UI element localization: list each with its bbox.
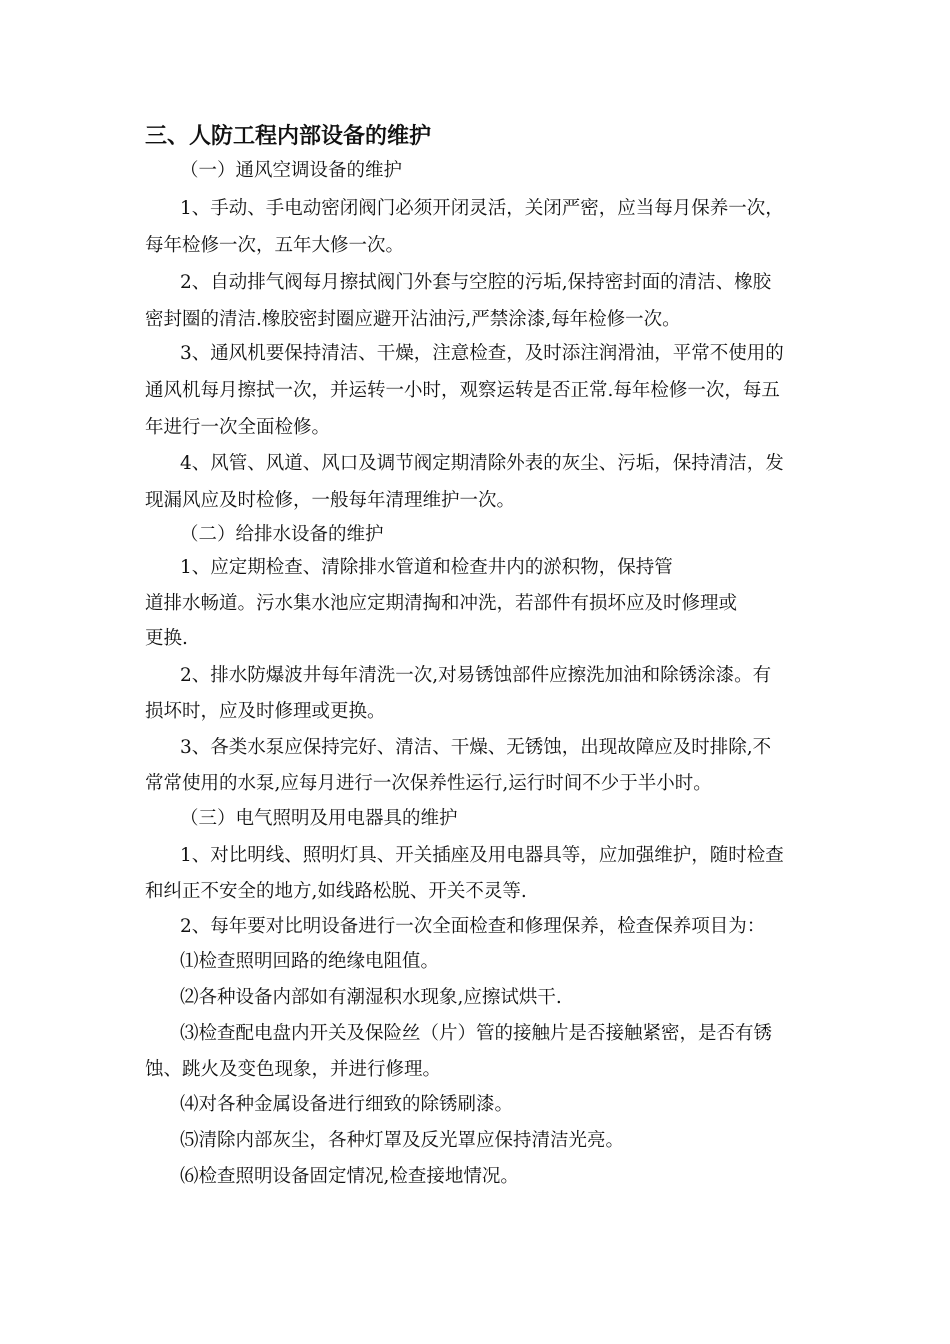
paragraph-line: 和纠正不安全的地方,如线路松脱、开关不灵等. (145, 881, 527, 902)
paragraph-line: 密封圈的清洁.橡胶密封圈应避开沾油污,严禁涂漆,每年检修一次。 (145, 309, 681, 330)
paragraph-line: 每年检修一次，五年大修一次。 (145, 235, 405, 256)
paragraph-line: 通风机每月擦拭一次，并运转一小时，观察运转是否正常.每年检修一次，每五 (145, 380, 780, 401)
paragraph-line: 2、每年要对比明设备进行一次全面检查和修理保养，检查保养项目为： (180, 916, 766, 937)
paragraph-line: 3、各类水泵应保持完好、清洁、干燥、无锈蚀，出现故障应及时排除,不 (180, 737, 772, 758)
paragraph-line: 3、通风机要保持清洁、干燥，注意检查，及时添注润滑油，平常不使用的 (180, 343, 784, 364)
section-heading: （二）给排水设备的维护 (180, 524, 384, 545)
paragraph-line: 现漏风应及时检修，一般每年清理维护一次。 (145, 490, 516, 511)
list-item: ⑷对各种金属设备进行细致的除锈刷漆。 (180, 1094, 514, 1115)
paragraph-line: 1、对比明线、照明灯具、开关插座及用电器具等，应加强维护，随时检查 (180, 845, 784, 866)
list-item: ⑹检查照明设备固定情况,检查接地情况。 (180, 1166, 519, 1187)
paragraph-line: 1、手动、手电动密闭阀门必须开闭灵活，关闭严密，应当每月保养一次， (180, 198, 784, 219)
paragraph-line: 年进行一次全面检修。 (145, 417, 331, 438)
list-item: ⑶检查配电盘内开关及保险丝（片）管的接触片是否接触紧密，是否有锈 (180, 1023, 773, 1044)
paragraph-line: 1、应定期检查、清除排水管道和检查井内的淤积物，保持管 (180, 557, 673, 578)
list-item: ⑵各种设备内部如有潮湿积水现象,应擦试烘干. (180, 987, 562, 1008)
section-heading: （一）通风空调设备的维护 (180, 160, 403, 181)
paragraph-line: 2、自动排气阀每月擦拭阀门外套与空腔的污垢,保持密封面的清洁、橡胶 (180, 272, 772, 293)
section-heading: （三）电气照明及用电器具的维护 (180, 808, 458, 829)
paragraph-line: 2、排水防爆波井每年清洗一次,对易锈蚀部件应擦洗加油和除锈涂漆。有 (180, 665, 772, 686)
page-title: 三、人防工程内部设备的维护 (145, 123, 432, 149)
paragraph-line: 损坏时，应及时修理或更换。 (145, 701, 386, 722)
list-item: ⑴检查照明回路的绝缘电阻值。 (180, 951, 440, 972)
paragraph-line: 更换. (145, 628, 188, 649)
paragraph-line: 道排水畅道。污水集水池应定期清掏和冲洗，若部件有损坏应及时修理或 (145, 593, 738, 614)
list-item: ⑸清除内部灰尘，各种灯罩及反光罩应保持清洁光亮。 (180, 1130, 625, 1151)
paragraph-line: 4、风管、风道、风口及调节阀定期清除外表的灰尘、污垢，保持清洁，发 (180, 453, 784, 474)
list-item-continuation: 蚀、跳火及变色现象，并进行修理。 (145, 1059, 442, 1080)
paragraph-line: 常常使用的水泵,应每月进行一次保养性运行,运行时间不少于半小时。 (145, 773, 712, 794)
